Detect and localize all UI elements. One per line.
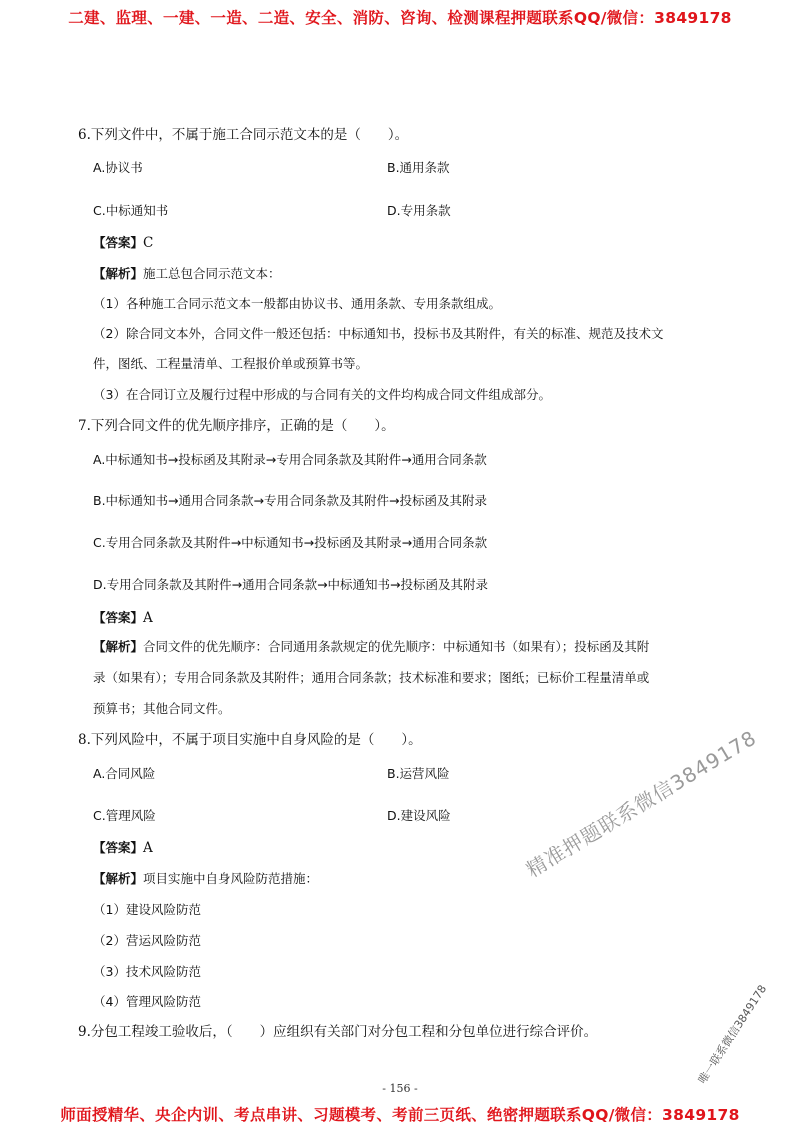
q7-option-a: A.中标通知书→投标函及其附录→专用合同条款及其附件→通用合同条款 <box>93 452 487 467</box>
analysis-label: 【解析】 <box>93 266 144 281</box>
answer-label: 【答案】 <box>93 840 144 855</box>
analysis-label: 【解析】 <box>93 871 144 886</box>
bottom-banner: 师面授精华、央企内训、考点串讲、习题模考、考前三页纸、绝密押题联系QQ/微信：3849178 <box>60 1106 740 1124</box>
q7-analysis-line: 录（如果有）；专用合同条款及其附件；通用合同条款；技术标准和要求；图纸；已标价工程量清单或 <box>93 670 650 685</box>
q6-analysis-line: （3）在合同订立及履行过程中形成的与合同有关的文件均构成合同文件组成部分。 <box>93 387 551 402</box>
answer-label: 【答案】 <box>93 235 144 250</box>
q6-option-a: A.协议书 <box>93 160 143 175</box>
q7-analysis <box>93 637 649 655</box>
analysis-text: 合同文件的优先顺序：合同通用条款规定的优先顺序：中标通知书（如果有）；投标函及其附 <box>143 639 650 654</box>
q8-analysis-line: （1）建设风险防范 <box>93 902 201 917</box>
watermark-text: 精准押题联系微信3849178 <box>522 725 761 883</box>
q6-option-d: D.专用条款 <box>387 203 451 218</box>
q8-analysis-line: （4）管理风险防范 <box>93 994 201 1009</box>
q8-option-d: D.建设风险 <box>387 808 451 823</box>
q7-option-c: C.专用合同条款及其附件→中标通知书→投标函及其附录→通用合同条款 <box>93 535 488 550</box>
q6-option-c: C.中标通知书 <box>93 203 169 218</box>
page-number: - 156 - <box>382 1082 418 1095</box>
q8-option-a: A.合同风险 <box>93 766 156 781</box>
question-6-stem: 6.下列文件中，不属于施工合同示范文本的是（ ）。 <box>78 127 409 143</box>
q7-answer <box>93 608 153 626</box>
q8-analysis <box>93 869 318 887</box>
q6-option-b: B.通用条款 <box>387 160 450 175</box>
answer-value: C <box>143 235 154 251</box>
q6-analysis-line: （2）除合同文本外，合同文件一般还包括：中标通知书，投标书及其附件，有关的标准、规范及技术文 <box>93 326 664 341</box>
answer-value: A <box>143 610 153 626</box>
q6-analysis <box>93 264 281 282</box>
watermark-text-corner: 唯一联系微信3849178 <box>695 982 770 1087</box>
q8-option-c: C.管理风险 <box>93 808 156 823</box>
q7-option-b: B.中标通知书→通用合同条款→专用合同条款及其附件→投标函及其附录 <box>93 493 487 508</box>
analysis-label: 【解析】 <box>93 639 144 654</box>
q6-analysis-line: 件，图纸、工程量清单、工程报价单或预算书等。 <box>93 356 369 371</box>
question-8-stem: 8.下列风险中，不属于项目实施中自身风险的是（ ）。 <box>78 732 422 748</box>
question-9-stem: 9.分包工程竣工验收后，（ ）应组织有关部门对分包工程和分包单位进行综合评价。 <box>78 1024 598 1040</box>
q7-analysis-line: 预算书；其他合同文件。 <box>93 701 231 716</box>
q8-analysis-line: （2）营运风险防范 <box>93 933 201 948</box>
top-banner: 二建、监理、一建、一造、二造、安全、消防、咨询、检测课程押题联系QQ/微信：3849178 <box>68 9 732 27</box>
answer-value: A <box>143 840 153 856</box>
q8-answer <box>93 838 153 856</box>
q6-answer <box>93 233 153 251</box>
q8-analysis-line: （3）技术风险防范 <box>93 964 201 979</box>
analysis-text: 项目实施中自身风险防范措施： <box>143 871 319 886</box>
q7-option-d: D.专用合同条款及其附件→通用合同条款→中标通知书→投标函及其附录 <box>93 577 489 592</box>
q8-option-b: B.运营风险 <box>387 766 450 781</box>
q6-analysis-line: （1）各种施工合同示范文本一般都由协议书、通用条款、专用条款组成。 <box>93 296 501 311</box>
answer-label: 【答案】 <box>93 610 144 625</box>
question-7-stem: 7.下列合同文件的优先顺序排序，正确的是（ ）。 <box>78 418 395 434</box>
analysis-text: 施工总包合同示范文本： <box>143 266 281 281</box>
